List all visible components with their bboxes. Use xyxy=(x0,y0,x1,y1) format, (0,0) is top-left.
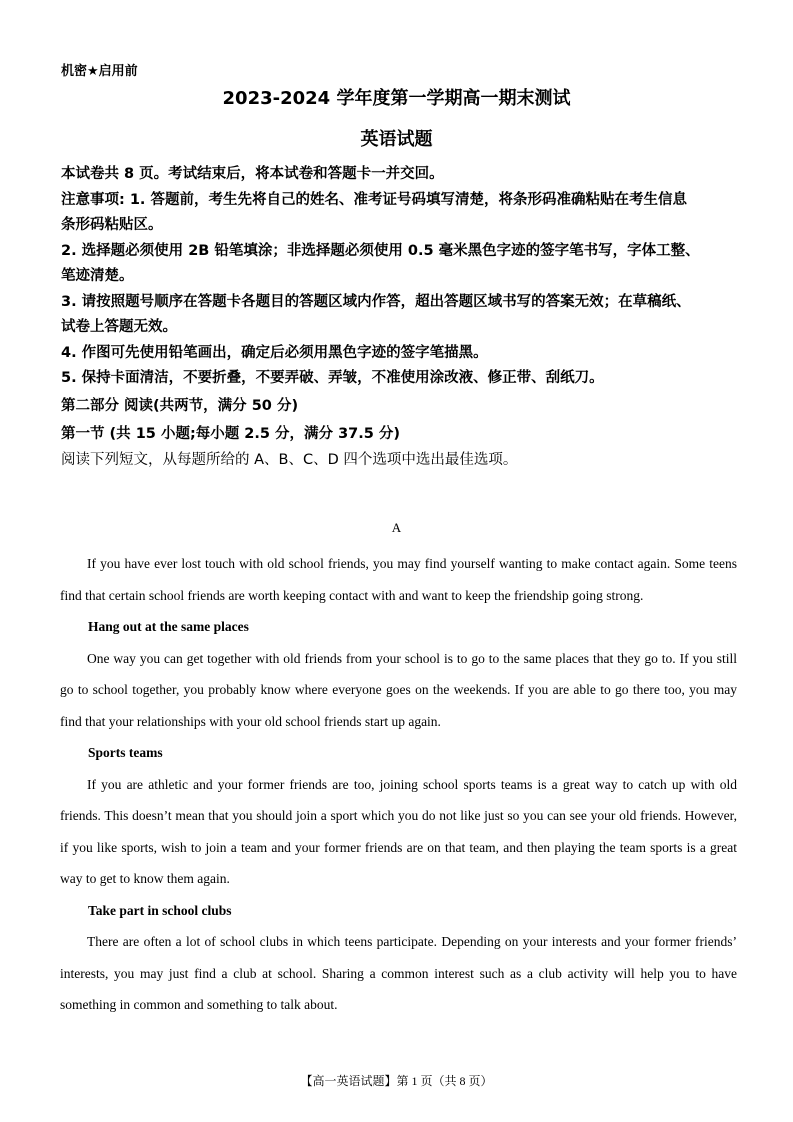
instruction-line: 阅读下列短文，从每题所给的 A、B、C、D 四个选项中选出最佳选项。 xyxy=(61,451,518,468)
notes-line: 条形码粘贴区。 xyxy=(61,217,163,233)
paragraph: If you have ever lost touch with old school friends, you may find yourself wanting to make contact again. Some teens find that certain school friends are worth keeping contact with and want to keep the friendship going strong. xyxy=(60,556,737,603)
notes-line: 5. 保持卡面清洁，不要折叠，不要弄破、弄皱，不准使用涂改液、修正带、刮纸刀。 xyxy=(61,370,604,386)
section-heading: 第一节 (共 15 小题;每小题 2.5 分，满分 37.5 分) xyxy=(61,426,401,442)
notes-line: 注意事项: 1. 答题前，考生先将自己的姓名、准考证号码填写清楚，将条形码准确粘贴在考生信息 xyxy=(61,191,687,208)
secret-label: 机密★启用前 xyxy=(61,64,138,79)
notes-line: 笔迹清楚。 xyxy=(61,268,134,284)
paragraph: There are often a lot of school clubs in which teens participate. Depending on your interests and your former friends’ interests, you may just find a club at school. Sharing a common interest such as a club activity will help you to have something in common and something to talk about. xyxy=(60,934,737,1012)
paragraph: If you are athletic and your former friends are too, joining school sports teams is a great way to catch up with old friends. This doesn’t mean that you should join a sport which you do not like just so you can see your old friends. However, if you like sports, wish to join a team and your former friends are on that team, and then playing the team sports is a great way to get to know them again. xyxy=(60,776,737,886)
part-heading: 第二部分 阅读(共两节，满分 50 分) xyxy=(61,397,299,414)
notes-line: 本试卷共 8 页。考试结束后，将本试卷和答题卡一并交回。 xyxy=(61,166,444,182)
notes-line: 试卷上答题无效。 xyxy=(61,319,177,335)
subheading: Sports teams xyxy=(88,745,163,760)
page-subtitle: 英语试题 xyxy=(360,129,433,150)
subheading: Hang out at the same places xyxy=(88,619,249,634)
page-footer: 【高一英语试题】第 1 页（共 8 页） xyxy=(300,1074,493,1088)
notes-line: 4. 作图可先使用铅笔画出，确定后必须用黑色字迹的签字笔描黑。 xyxy=(61,344,488,361)
paragraph: One way you can get together with old friends from your school is to go to the same places that they go to. If you still go to school together, you probably know where everyone goes on the weekends. If you are able to go there too, you may find that your relationships with your old school friends start up again. xyxy=(60,650,737,729)
subheading: Take part in school clubs xyxy=(88,902,232,918)
passage-body xyxy=(60,548,737,1021)
passage-letter: A xyxy=(391,520,402,535)
exam-notes xyxy=(61,162,751,473)
page-title: 2023-2024 学年度第一学期高一期末测试 xyxy=(222,88,571,109)
notes-line: 2. 选择题必须使用 2B 铅笔填涂；非选择题必须使用 0.5 毫米黑色字迹的签字笔书写，字体工整、 xyxy=(61,242,700,259)
notes-line: 3. 请按照题号顺序在答题卡各题目的答题区域内作答，超出答题区域书写的答案无效；在草稿纸、 xyxy=(61,293,691,310)
